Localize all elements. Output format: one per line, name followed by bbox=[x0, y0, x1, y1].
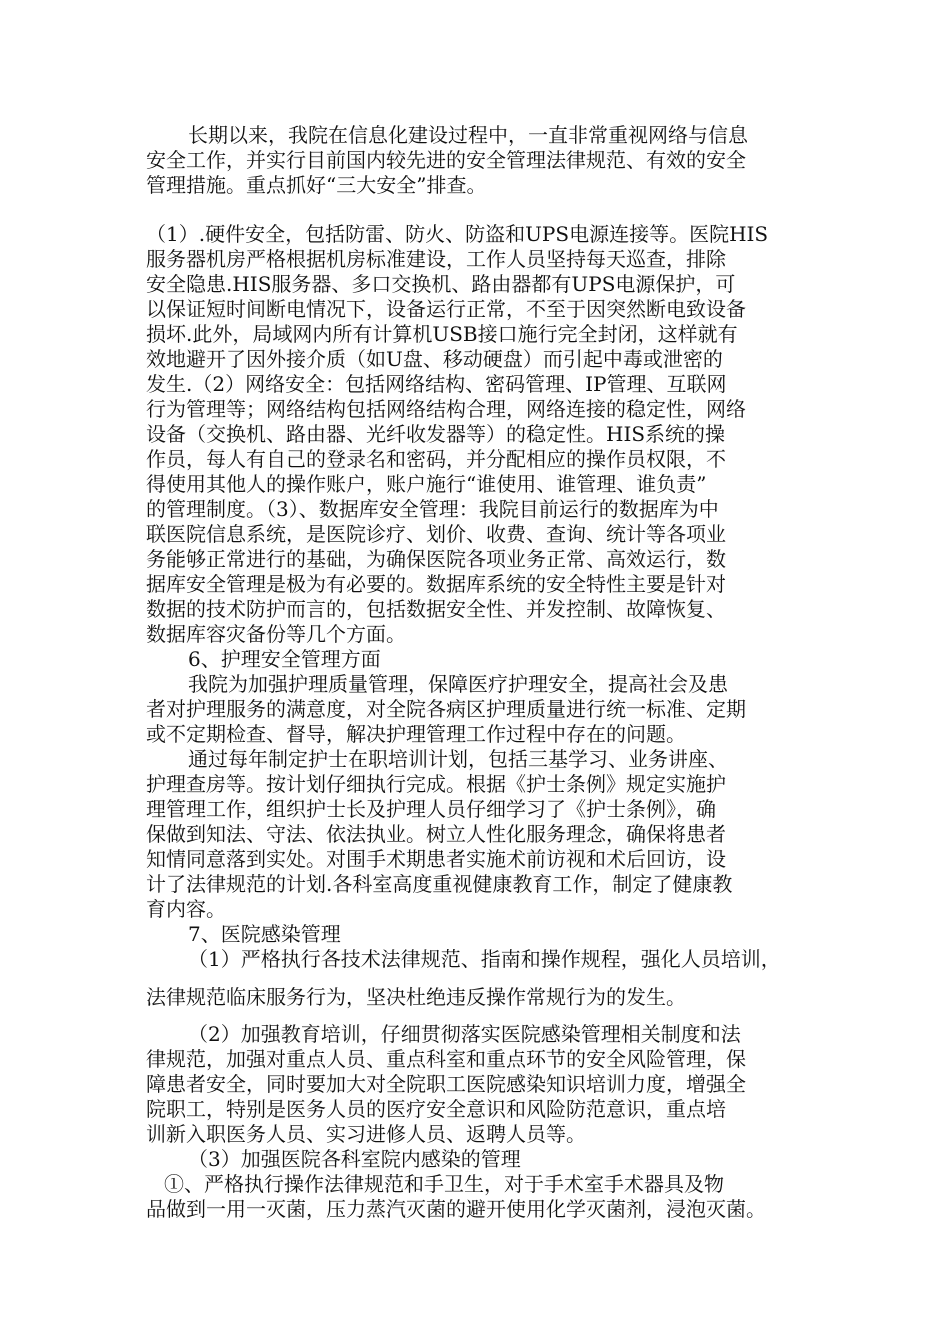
text-line: ①、严格执行操作法律规范和手卫生，对于手术室手术器具及物 bbox=[164, 1172, 724, 1196]
text-line: 计了法律规范的计划.各科室高度重视健康教育工作，制定了健康教 bbox=[146, 872, 733, 896]
text-line: 安全隐患.HIS服务器、多口交换机、路由器都有UPS电源保护，可 bbox=[146, 272, 736, 296]
text-line: 律规范，加强对重点人员、重点科室和重点环节的安全风险管理，保 bbox=[146, 1047, 746, 1071]
text-line: 安全工作，并实行目前国内较先进的安全管理法律规范、有效的安全 bbox=[146, 148, 746, 172]
text-line: 数据的技术防护而言的，包括数据安全性、并发控制、故障恢复、 bbox=[146, 597, 726, 621]
section-heading: （3）加强医院各科室院内感染的管理 bbox=[188, 1147, 521, 1171]
text-line: 品做到一用一灭菌，压力蒸汽灭菌的避开使用化学灭菌剂，浸泡灭菌。 bbox=[146, 1197, 766, 1221]
text-line: 作员，每人有自己的登录名和密码，并分配相应的操作员权限，不 bbox=[146, 447, 726, 471]
text-line: 训新入职医务人员、实习进修人员、返聘人员等。 bbox=[146, 1122, 586, 1146]
text-line: 通过每年制定护士在职培训计划，包括三基学习、业务讲座、 bbox=[188, 747, 728, 771]
text-line: 院职工，特别是医务人员的医疗安全意识和风险防范意识，重点培 bbox=[146, 1097, 726, 1121]
text-line: 行为管理等；网络结构包括网络结构合理，网络连接的稳定性，网络 bbox=[146, 397, 746, 421]
text-line: 或不定期检查、督导，解决护理管理工作过程中存在的问题。 bbox=[146, 722, 686, 746]
text-line: （1）严格执行各技术法律规范、指南和操作规程，强化人员培训， bbox=[188, 947, 781, 971]
text-line: 损坏.此外，局域网内所有计算机USB接口施行完全封闭，这样就有 bbox=[146, 322, 738, 346]
text-line: 服务器机房严格根据机房标准建设，工作人员坚持每天巡查，排除 bbox=[146, 247, 726, 271]
text-line: （2）加强教育培训，仔细贯彻落实医院感染管理相关制度和法 bbox=[188, 1022, 741, 1046]
text-line: 知情同意落到实处。对围手术期患者实施术前访视和术后回访，设 bbox=[146, 847, 726, 871]
text-line: 的管理制度。（3）、数据库安全管理：我院目前运行的数据库为中 bbox=[146, 497, 719, 521]
text-line: 效地避开了因外接介质（如U盘、移动硬盘）而引起中毒或泄密的 bbox=[146, 347, 723, 371]
text-line: 得使用其他人的操作账户，账户施行“谁使用、谁管理、谁负责” bbox=[146, 472, 707, 496]
text-line: 据库安全管理是极为有必要的。数据库系统的安全特性主要是针对 bbox=[146, 572, 726, 596]
text-line: 长期以来，我院在信息化建设过程中，一直非常重视网络与信息 bbox=[188, 123, 748, 147]
section-heading: 6、护理安全管理方面 bbox=[188, 647, 381, 671]
text-line: 法律规范临床服务行为，坚决杜绝违反操作常规行为的发生。 bbox=[146, 985, 686, 1009]
text-line: 障患者安全，同时要加大对全院职工医院感染知识培训力度，增强全 bbox=[146, 1072, 746, 1096]
text-line: 发生.（2）网络安全：包括网络结构、密码管理、IP管理、互联网 bbox=[146, 372, 727, 396]
text-line: 保做到知法、守法、依法执业。树立人性化服务理念，确保将患者 bbox=[146, 822, 726, 846]
text-line: 务能够正常进行的基础，为确保医院各项业务正常、高效运行，数 bbox=[146, 547, 726, 571]
text-line: 以保证短时间断电情况下，设备运行正常，不至于因突然断电致设备 bbox=[146, 297, 746, 321]
text-line: 者对护理服务的满意度，对全院各病区护理质量进行统一标准、定期 bbox=[146, 697, 746, 721]
text-line: 护理查房等。按计划仔细执行完成。根据《护士条例》规定实施护 bbox=[146, 772, 726, 796]
section-heading: 7、医院感染管理 bbox=[188, 922, 341, 946]
text-line: 设备（交换机、路由器、光纤收发器等）的稳定性。HIS系统的操 bbox=[146, 422, 726, 446]
text-line: （1）.硬件安全，包括防雷、防火、防盗和UPS电源连接等。医院HIS bbox=[146, 222, 769, 246]
text-line: 育内容。 bbox=[146, 897, 226, 921]
text-line: 理管理工作，组织护士长及护理人员仔细学习了《护士条例》，确 bbox=[146, 797, 716, 821]
text-line: 我院为加强护理质量管理，保障医疗护理安全，提高社会及患 bbox=[188, 672, 728, 696]
text-line: 数据库容灾备份等几个方面。 bbox=[146, 622, 406, 646]
text-line: 联医院信息系统，是医院诊疗、划价、收费、查询、统计等各项业 bbox=[146, 522, 726, 546]
text-line: 管理措施。重点抓好“三大安全”排查。 bbox=[146, 173, 487, 197]
